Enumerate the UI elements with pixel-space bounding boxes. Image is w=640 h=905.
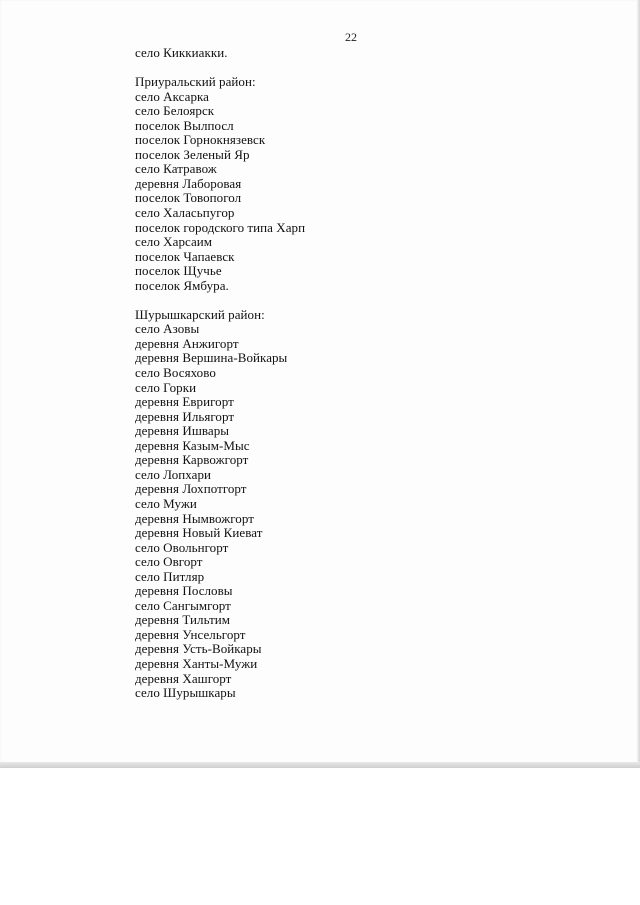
list-item: деревня Ишвары (135, 423, 230, 439)
list-item: поселок Щучье (135, 263, 222, 279)
page-right-edge (636, 0, 640, 768)
list-item: село Белоярск (135, 103, 215, 119)
list-item: деревня Вершина-Войкары (135, 350, 288, 366)
list-item: поселок Вылпосл (135, 117, 234, 133)
list-item: деревня Унсельгорт (135, 626, 246, 642)
list-item: деревня Хашгорт (135, 670, 232, 686)
list-item: поселок Товопогол (135, 190, 242, 206)
list-item: село Шурышкары (135, 685, 236, 701)
list-item: село Восяхово (135, 365, 216, 381)
list-item: деревня Карвожгорт (135, 452, 249, 468)
list-item: село Питляр (135, 568, 205, 584)
list-item: деревня Тильтим (135, 612, 231, 628)
list-item: село Харсаим (135, 234, 213, 250)
list-item: поселок Ямбура. (135, 277, 229, 293)
list-item: поселок Горнокнязевск (135, 132, 266, 148)
list-item: село Сангымгорт (135, 597, 231, 613)
list-item: деревня Пословы (135, 583, 233, 599)
page-bottom-edge (0, 762, 640, 768)
list-item: деревня Новый Киеват (135, 525, 263, 541)
document-body (135, 46, 595, 701)
list-item: деревня Казым-Мыс (135, 437, 250, 453)
section-heading: Шурышкарский район: (135, 306, 265, 322)
list-item: поселок городского типа Харп (135, 219, 306, 235)
list-item: село Катравож (135, 161, 217, 177)
list-item: поселок Зеленый Яр (135, 146, 250, 162)
list-item: село Горки (135, 379, 197, 395)
list-item: село Аксарка (135, 88, 210, 104)
page-number: 22 (345, 30, 357, 44)
list-item: село Овольнгорт (135, 539, 229, 555)
list-item: село Овгорт (135, 554, 203, 570)
list-item: деревня Нымвожгорт (135, 510, 254, 526)
section-heading: Приуральский район: (135, 74, 256, 90)
lead-line: село Киккиакки. (135, 45, 228, 60)
list-item: деревня Ханты-Мужи (135, 655, 258, 671)
list-item: село Халасьпугор (135, 205, 235, 221)
list-item: деревня Лаборовая (135, 175, 242, 191)
list-item: деревня Лохпотгорт (135, 481, 247, 497)
list-item: деревня Усть-Войкары (135, 641, 262, 657)
list-item: село Азовы (135, 321, 200, 337)
lead-section (135, 46, 595, 61)
list-item: деревня Анжигорт (135, 335, 239, 351)
list-item: поселок Чапаевск (135, 248, 235, 264)
list-item: село Мужи (135, 495, 197, 511)
section-priuralsky (135, 75, 595, 293)
list-item: деревня Ильягорт (135, 408, 235, 424)
list-item: деревня Евригорт (135, 394, 234, 410)
section-shuryshkarsky (135, 308, 595, 701)
list-item: село Лопхари (135, 466, 212, 482)
